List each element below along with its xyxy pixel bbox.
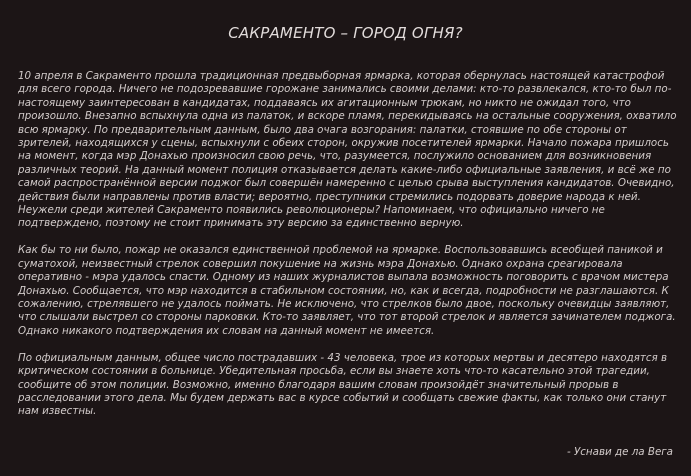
article-paragraph-3: По официальным данным, общее число пострадавших - 43 человека, трое из которых мертвы и десятеро находятся в критическом состоянии в больнице. Убедительная просьба, если вы знаете хоть что-то касательно этой трагедии, сообщите об этом полиции. Возможно, именно благодаря вашим словам произойдёт значительный прорыв в расследовании этого дела. Мы будем держать вас в курсе событий и сообщать свежие факты, как только они станут нам известны.	[18, 351, 668, 418]
article-paragraph-2: Как бы то ни было, пожар не оказался единственной проблемой на ярмарке. Воспользовавшись всеобщей паникой и суматохой, неизвестный стрелок совершил покушение на жизнь мэра Донахью. Однако охрана среагировала оперативно - мэра удалось спасти. Одному из наших журналистов выпала возможность поговорить с врачом мистера Донахью. Сообщается, что мэр находится в стабильном состоянии, но, как и всегда, подробности не разглашаются. К сожалению, стрелявшего не удалось поймать. Не исключено, что стрелков было двое, поскольку очевидцы заявляют, что слышали выстрел со стороны парковки. Кто-то заявляет, что тот второй стрелок и является зачинателем поджога. Однако никакого подтверждения их словам на данный момент не имеется.	[18, 244, 676, 337]
article-paragraph-1: 10 апреля в Сакраменто прошла традиционная предвыборная ярмарка, которая обернулась настоящей катастрофой для всего города. Ничего не подозревавшие горожане занимались своими делами: кто-то развлекался, кто-то был по-настоящему заинтересован в кандидатах, поддаваясь их агитационным трюкам, но никто не ожидал того, что произошло. Внезапно вспыхнула одна из палаток, и вскоре пламя, перекидываясь на остальные сооружения, охватило всю ярмарку. По предварительным данным, было два очага возгорания: палатки, стоявшие по обе стороны от зрителей, находящихся у сцены, вспыхнули с обеих сторон, окружив посетителей ярмарки. Начало пожара пришлось на момент, когда мэр Донахью произносил свою речь, что, разумеется, послужило основанием для возникновения различных теорий. На данный момент полиция отказывается делать какие-либо официальные заявления, и всё же по самой распространённой версии поджог был совершён намеренно с целью срыва выступления кандидатов. Очевидно, действия были направлены против власти; вероятно, преступники стремились подорвать доверие народа к ней. Неужели среди жителей Сакраменто появились революционеры? Напоминаем, что официально ничего не подтверждено, поэтому не стоит принимать эту версию за единственно верную.	[18, 70, 677, 230]
article-signature: - Уснави де ла Вега	[566, 446, 673, 458]
article-title: САКРАМЕНТО – ГОРОД ОГНЯ?	[228, 24, 463, 42]
article-body	[18, 70, 678, 432]
